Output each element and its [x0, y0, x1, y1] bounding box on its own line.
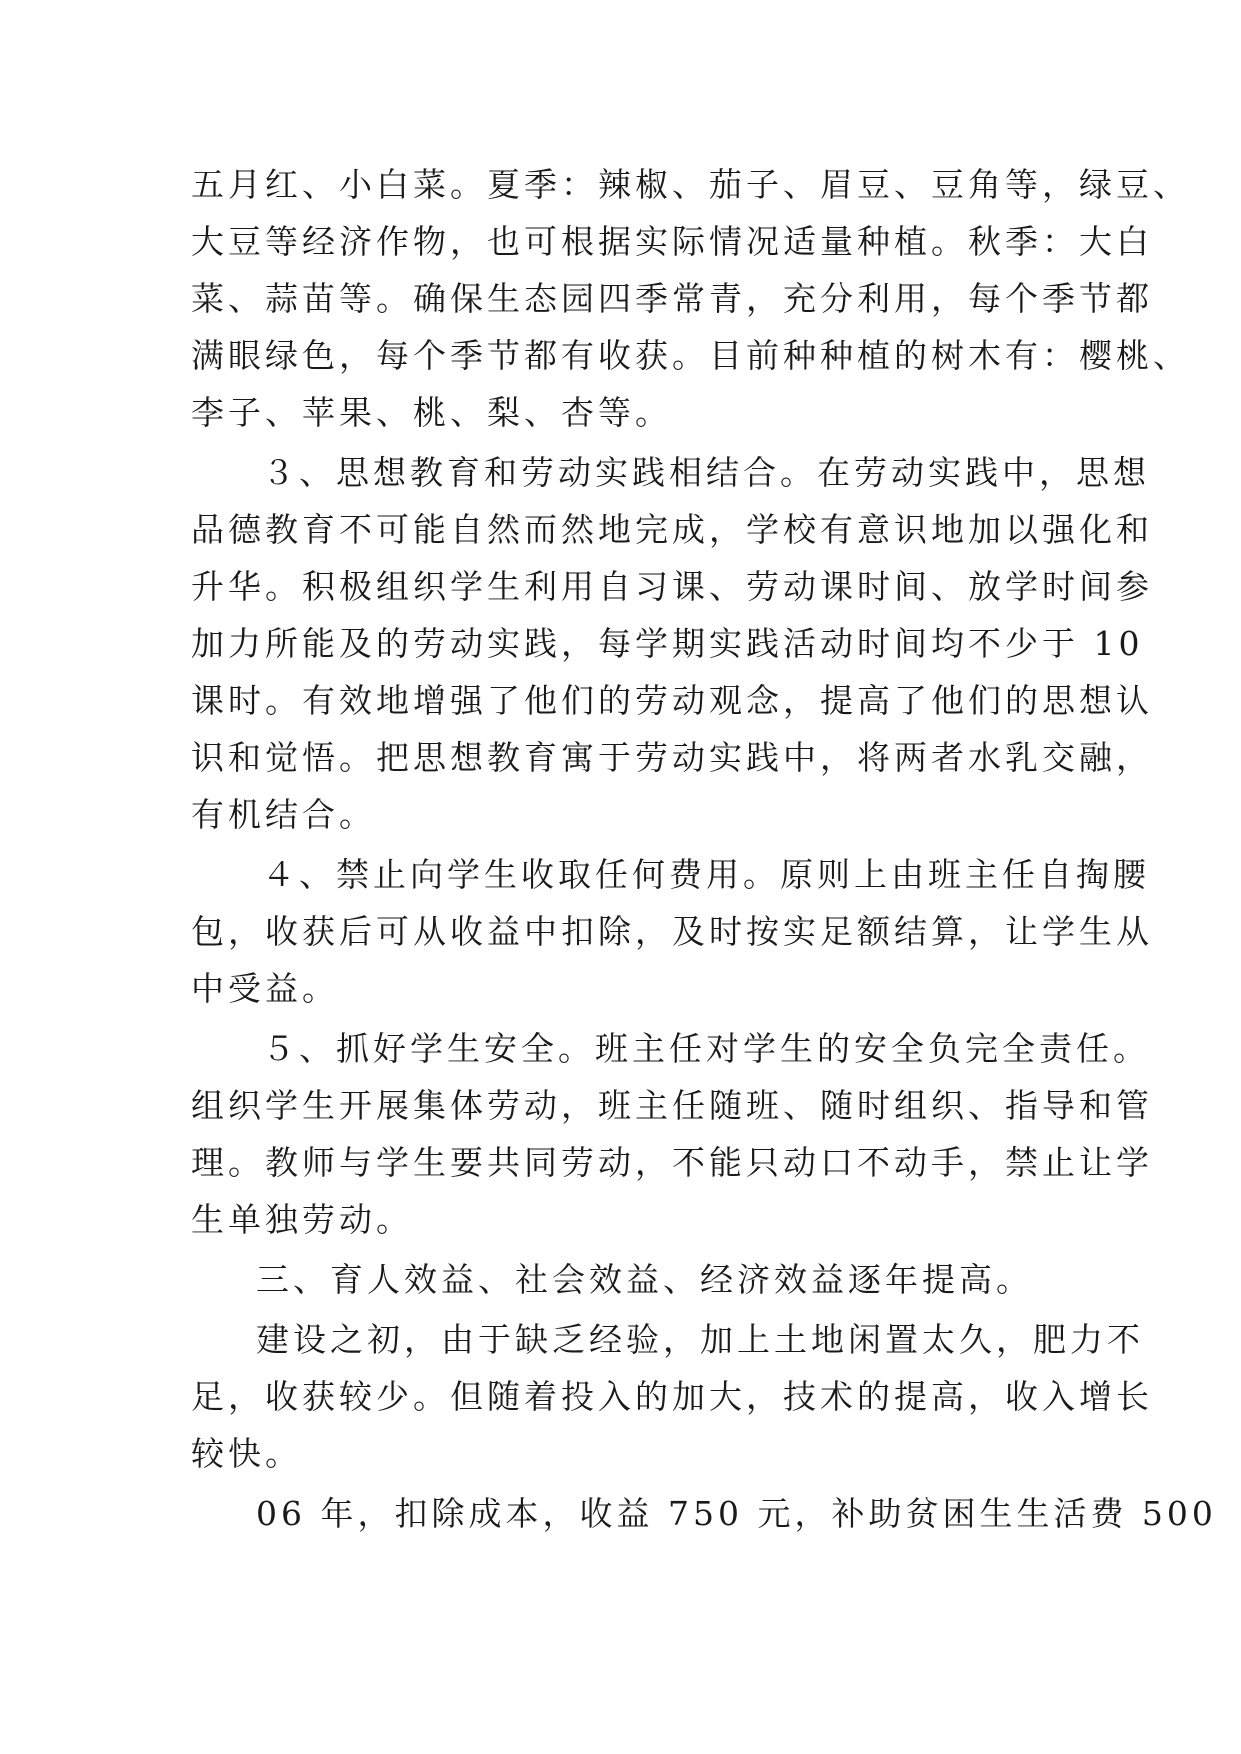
text-line: 建设之初，由于缺乏经验，加上土地闲置太久，肥力不 — [256, 1320, 1144, 1359]
text-line: 足，收获较少。但随着投入的加大，技术的提高，收入增长 — [191, 1377, 1153, 1416]
text-line: 大豆等经济作物，也可根据实际情况适量种植。秋季：大白 — [191, 222, 1153, 261]
text-line: 中受益。 — [191, 969, 339, 1008]
text-line: 菜、蒜苗等。确保生态园四季常青，充分利用，每个季节都 — [191, 279, 1153, 318]
text-line: 满眼绿色，每个季节都有收获。目前种种植的树木有：樱桃、 — [191, 336, 1190, 375]
text-line: 有机结合。 — [191, 795, 376, 834]
text-line: 李子、苹果、桃、梨、杏等。 — [191, 393, 672, 432]
text-line: 五月红、小白菜。夏季：辣椒、茄子、眉豆、豆角等，绿豆、 — [191, 165, 1190, 204]
section-heading: 三、育人效益、社会效益、经济效益逐年提高。 — [256, 1260, 1033, 1299]
text-line: 升华。积极组织学生利用自习课、劳动课时间、放学时间参 — [191, 567, 1153, 606]
text-line: 组织学生开展集体劳动，班主任随班、随时组织、指导和管 — [191, 1086, 1153, 1125]
text-line: 06 年，扣除成本，收益 750 元，补助贫困生生活费 500 — [256, 1494, 1217, 1533]
text-line: ３、思想教育和劳动实践相结合。在劳动实践中，思想 — [262, 453, 1150, 492]
text-line: 生单独劳动。 — [191, 1200, 413, 1239]
text-line: 品德教育不可能自然而然地完成，学校有意识地加以强化和 — [191, 510, 1153, 549]
text-line: 理。教师与学生要共同劳动，不能只动口不动手，禁止让学 — [191, 1143, 1153, 1182]
text-line: 包，收获后可从收益中扣除，及时按实足额结算，让学生从 — [191, 912, 1153, 951]
text-line: ４、禁止向学生收取任何费用。原则上由班主任自掏腰 — [262, 855, 1150, 894]
text-line: 加力所能及的劳动实践，每学期实践活动时间均不少于 10 — [191, 624, 1144, 663]
text-line: ５、抓好学生安全。班主任对学生的安全负完全责任。 — [262, 1029, 1150, 1068]
text-line: 课时。有效地增强了他们的劳动观念，提高了他们的思想认 — [191, 681, 1153, 720]
text-line: 识和觉悟。把思想教育寓于劳动实践中，将两者水乳交融， — [191, 738, 1153, 777]
text-line: 较快。 — [191, 1434, 302, 1473]
